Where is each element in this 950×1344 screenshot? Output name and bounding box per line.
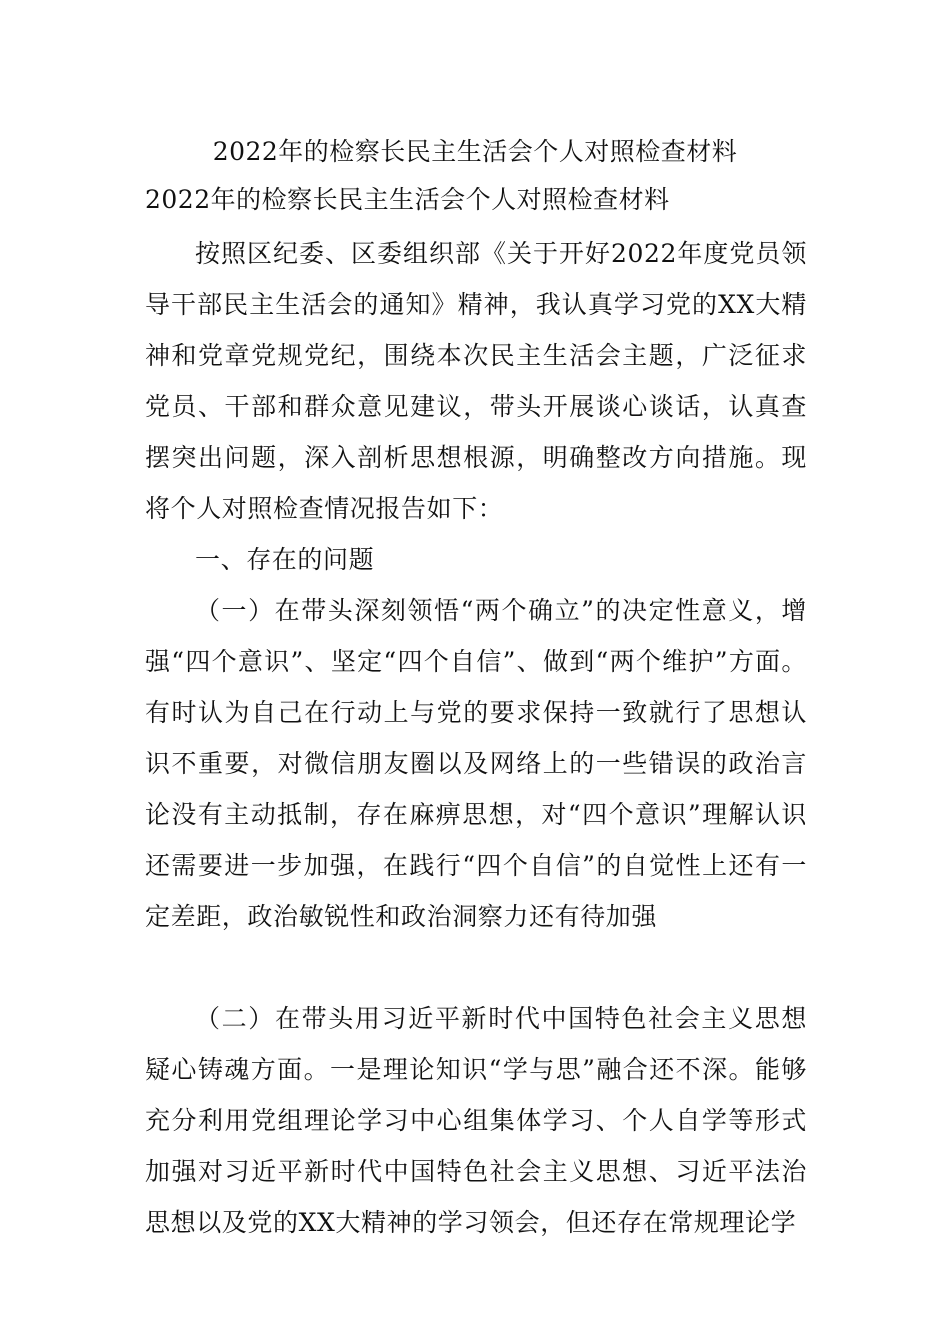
- document-title: 2022年的检察长民主生活会个人对照检查材料: [212, 137, 738, 166]
- issue-paragraph-2: （二）在带头用习近平新时代中国特色社会主义思想疑心铸魂方面。一是理论知识“学与思”融合还不深。能够充分利用党组理论学习中心组集体学习、个人自学等形式加强对习近平新时代中国特色社会主义思想、习近平法治思想以及党的XX大精神的学习领会，但还存在常规理论学: [145, 1004, 807, 1237]
- issue-paragraph-1: （一）在带头深刻领悟“两个确立”的决定性意义，增强“四个意识”、坚定“四个自信”、做到“两个维护”方面。有时认为自己在行动上与党的要求保持一致就行了思想认识不重要，对微信朋友圈以及网络上的一些错误的政治言论没有主动抵制，存在麻痹思想，对“四个意识”理解认识还需要进一步加强，在践行“四个自信”的自觉性上还有一定差距，政治敏锐性和政治洞察力还有待加强: [145, 596, 807, 931]
- document-subtitle: 2022年的检察长民主生活会个人对照检查材料: [145, 185, 670, 214]
- section-heading: 一、存在的问题: [195, 545, 375, 574]
- document-body: [145, 228, 807, 1248]
- intro-paragraph: 按照区纪委、区委组织部《关于开好2022年度党员领导干部民主生活会的通知》精神，我认真学习党的XX大精神和党章党规党纪，围绕本次民主生活会主题，广泛征求党员、干部和群众意见建议，带头开展谈心谈话，认真查摆突出问题，深入剖析思想根源，明确整改方向措施。现将个人对照检查情况报告如下：: [145, 239, 807, 523]
